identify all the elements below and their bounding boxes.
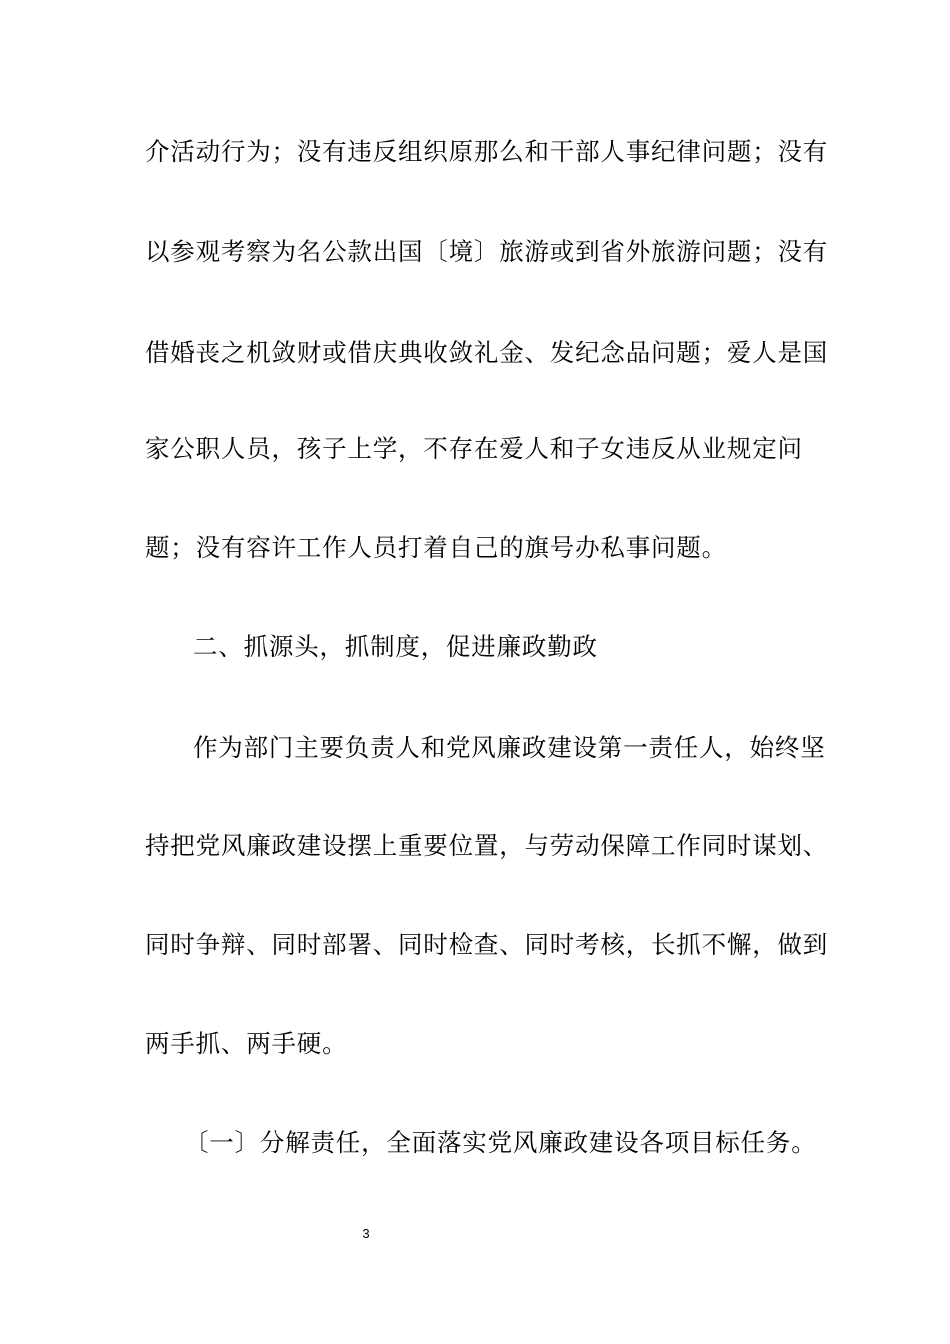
body-text-line: 持把党风廉政建设摆上重要位置，与劳动保障工作同时谋划、 xyxy=(145,831,829,860)
body-text-line: 两手抓、两手硬。 xyxy=(145,1029,348,1058)
page-number: 3 xyxy=(362,1226,370,1241)
paragraph-first-line: 作为部门主要负责人和党风廉政建设第一责任人，始终坚 xyxy=(193,733,826,762)
body-text-line: 介活动行为；没有违反组织原那么和干部人事纪律问题；没有 xyxy=(145,137,829,166)
section-heading: 二、抓源头，抓制度，促进廉政勤政 xyxy=(193,632,598,661)
subsection-heading: 〔一〕分解责任，全面落实党风廉政建设各项目标任务。 xyxy=(184,1128,817,1157)
body-text-line: 题；没有容许工作人员打着自己的旗号办私事问题。 xyxy=(145,533,727,562)
body-text-line: 家公职人员，孩子上学，不存在爱人和子女违反从业规定问 xyxy=(145,434,803,463)
body-text-line: 借婚丧之机敛财或借庆典收敛礼金、发纪念品问题；爱人是国 xyxy=(145,338,829,367)
body-text-line: 以参观考察为名公款出国〔境〕旅游或到省外旅游问题；没有 xyxy=(145,237,829,266)
body-text-line: 同时争辩、同时部署、同时检查、同时考核，长抓不懈，做到 xyxy=(145,930,829,959)
